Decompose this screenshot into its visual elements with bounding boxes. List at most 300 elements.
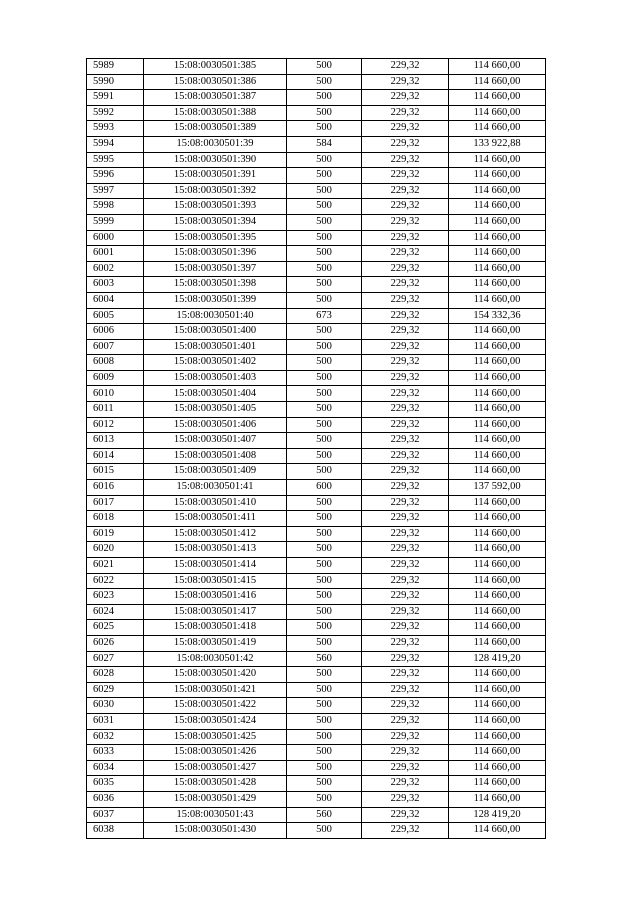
cadastral-value-cell: 114 660,00 [449,230,546,246]
cadastral-value-cell: 114 660,00 [449,59,546,75]
cadastral-value-cell: 114 660,00 [449,776,546,792]
cadastral-value-cell: 114 660,00 [449,464,546,480]
cadastral-number-cell: 15:08:0030501:409 [144,464,287,480]
cadastral-number-cell: 15:08:0030501:417 [144,604,287,620]
row-number-cell: 6023 [87,589,144,605]
cadastral-value-cell: 114 660,00 [449,339,546,355]
rate-cell: 229,32 [362,355,449,371]
cadastral-number-cell: 15:08:0030501:393 [144,199,287,215]
rate-cell: 229,32 [362,168,449,184]
row-number-cell: 5994 [87,136,144,152]
rate-cell: 229,32 [362,230,449,246]
cadastral-value-cell: 114 660,00 [449,698,546,714]
table-row [87,511,546,527]
table-row [87,74,546,90]
cadastral-number-cell: 15:08:0030501:390 [144,152,287,168]
area-cell: 500 [287,292,362,308]
cadastral-number-cell: 15:08:0030501:387 [144,90,287,106]
table-row [87,386,546,402]
table-row [87,526,546,542]
area-cell: 500 [287,90,362,106]
table-row [87,729,546,745]
cadastral-number-cell: 15:08:0030501:394 [144,214,287,230]
rate-cell: 229,32 [362,386,449,402]
table-row [87,121,546,137]
row-number-cell: 6007 [87,339,144,355]
area-cell: 500 [287,230,362,246]
table-row [87,292,546,308]
cadastral-value-cell: 154 332,36 [449,308,546,324]
area-cell: 500 [287,152,362,168]
area-cell: 500 [287,760,362,776]
rate-cell: 229,32 [362,90,449,106]
rate-cell: 229,32 [362,620,449,636]
area-cell: 500 [287,589,362,605]
cadastral-number-cell: 15:08:0030501:400 [144,324,287,340]
cadastral-value-cell: 114 660,00 [449,433,546,449]
row-number-cell: 5992 [87,105,144,121]
cadastral-number-cell: 15:08:0030501:427 [144,760,287,776]
cadastral-number-cell: 15:08:0030501:401 [144,339,287,355]
cadastral-number-cell: 15:08:0030501:406 [144,417,287,433]
cadastral-number-cell: 15:08:0030501:41 [144,480,287,496]
area-cell: 500 [287,526,362,542]
cadastral-value-cell: 114 660,00 [449,277,546,293]
cadastral-number-cell: 15:08:0030501:402 [144,355,287,371]
row-number-cell: 5991 [87,90,144,106]
table-row [87,480,546,496]
cadastral-number-cell: 15:08:0030501:389 [144,121,287,137]
cadastral-value-cell: 114 660,00 [449,74,546,90]
table-row [87,604,546,620]
table-row [87,339,546,355]
cadastral-number-cell: 15:08:0030501:405 [144,402,287,418]
rate-cell: 229,32 [362,745,449,761]
rate-cell: 229,32 [362,214,449,230]
row-number-cell: 6014 [87,448,144,464]
rate-cell: 229,32 [362,807,449,823]
cadastral-number-cell: 15:08:0030501:425 [144,729,287,745]
rate-cell: 229,32 [362,136,449,152]
cadastral-number-cell: 15:08:0030501:403 [144,370,287,386]
area-cell: 500 [287,573,362,589]
table-row [87,448,546,464]
rate-cell: 229,32 [362,464,449,480]
rate-cell: 229,32 [362,261,449,277]
row-number-cell: 6006 [87,324,144,340]
rate-cell: 229,32 [362,823,449,839]
row-number-cell: 5995 [87,152,144,168]
table-row [87,589,546,605]
area-cell: 500 [287,324,362,340]
cadastral-value-cell: 114 660,00 [449,324,546,340]
cadastral-number-cell: 15:08:0030501:428 [144,776,287,792]
rate-cell: 229,32 [362,402,449,418]
row-number-cell: 5999 [87,214,144,230]
area-cell: 500 [287,214,362,230]
row-number-cell: 6011 [87,402,144,418]
cadastral-value-cell: 114 660,00 [449,90,546,106]
row-number-cell: 5993 [87,121,144,137]
cadastral-number-cell: 15:08:0030501:418 [144,620,287,636]
cadastral-value-cell: 114 660,00 [449,355,546,371]
cadastral-value-cell: 114 660,00 [449,105,546,121]
rate-cell: 229,32 [362,651,449,667]
row-number-cell: 6025 [87,620,144,636]
cadastral-value-cell: 114 660,00 [449,667,546,683]
table-row [87,464,546,480]
cadastral-value-cell: 114 660,00 [449,791,546,807]
cadastral-number-cell: 15:08:0030501:413 [144,542,287,558]
row-number-cell: 6022 [87,573,144,589]
rate-cell: 229,32 [362,246,449,262]
row-number-cell: 6020 [87,542,144,558]
cadastral-value-cell: 114 660,00 [449,152,546,168]
row-number-cell: 6010 [87,386,144,402]
cadastral-value-cell: 114 660,00 [449,604,546,620]
table-row [87,620,546,636]
area-cell: 500 [287,558,362,574]
cadastral-number-cell: 15:08:0030501:388 [144,105,287,121]
rate-cell: 229,32 [362,105,449,121]
rate-cell: 229,32 [362,277,449,293]
area-cell: 500 [287,59,362,75]
row-number-cell: 6015 [87,464,144,480]
cadastral-number-cell: 15:08:0030501:43 [144,807,287,823]
cadastral-value-cell: 114 660,00 [449,558,546,574]
area-cell: 500 [287,729,362,745]
cadastral-value-cell: 114 660,00 [449,573,546,589]
cadastral-value-cell: 114 660,00 [449,121,546,137]
area-cell: 500 [287,791,362,807]
row-number-cell: 6026 [87,635,144,651]
rate-cell: 229,32 [362,183,449,199]
area-cell: 500 [287,448,362,464]
table-row [87,823,546,839]
table-row [87,355,546,371]
cadastral-number-cell: 15:08:0030501:391 [144,168,287,184]
row-number-cell: 6036 [87,791,144,807]
cadastral-value-cell: 114 660,00 [449,713,546,729]
cadastral-number-cell: 15:08:0030501:424 [144,713,287,729]
rate-cell: 229,32 [362,729,449,745]
cadastral-value-cell: 114 660,00 [449,589,546,605]
cadastral-value-cell: 114 660,00 [449,635,546,651]
table-row [87,324,546,340]
cadastral-number-cell: 15:08:0030501:419 [144,635,287,651]
area-cell: 500 [287,105,362,121]
rate-cell: 229,32 [362,526,449,542]
area-cell: 500 [287,604,362,620]
cadastral-number-cell: 15:08:0030501:414 [144,558,287,574]
cadastral-value-cell: 128 419,20 [449,651,546,667]
cadastral-number-cell: 15:08:0030501:40 [144,308,287,324]
cadastral-number-cell: 15:08:0030501:386 [144,74,287,90]
row-number-cell: 6016 [87,480,144,496]
table-row [87,713,546,729]
area-cell: 500 [287,667,362,683]
cadastral-number-cell: 15:08:0030501:421 [144,682,287,698]
cadastral-number-cell: 15:08:0030501:399 [144,292,287,308]
cadastral-number-cell: 15:08:0030501:411 [144,511,287,527]
table-row [87,214,546,230]
rate-cell: 229,32 [362,480,449,496]
cadastral-value-cell: 114 660,00 [449,745,546,761]
cadastral-value-cell: 114 660,00 [449,261,546,277]
table-row [87,230,546,246]
row-number-cell: 5989 [87,59,144,75]
table-row [87,59,546,75]
cadastral-number-cell: 15:08:0030501:408 [144,448,287,464]
cadastral-value-cell: 114 660,00 [449,448,546,464]
cadastral-value-table [86,58,546,839]
cadastral-value-cell: 114 660,00 [449,292,546,308]
cadastral-number-cell: 15:08:0030501:410 [144,495,287,511]
rate-cell: 229,32 [362,698,449,714]
row-number-cell: 6028 [87,667,144,683]
table-row [87,807,546,823]
cadastral-value-cell: 114 660,00 [449,760,546,776]
area-cell: 500 [287,261,362,277]
cadastral-value-cell: 114 660,00 [449,526,546,542]
area-cell: 600 [287,480,362,496]
cadastral-number-cell: 15:08:0030501:415 [144,573,287,589]
row-number-cell: 6037 [87,807,144,823]
cadastral-value-cell: 114 660,00 [449,417,546,433]
cadastral-value-cell: 114 660,00 [449,823,546,839]
table-row [87,542,546,558]
row-number-cell: 5998 [87,199,144,215]
row-number-cell: 6013 [87,433,144,449]
cadastral-number-cell: 15:08:0030501:426 [144,745,287,761]
table-body [87,59,546,839]
cadastral-value-cell: 128 419,20 [449,807,546,823]
cadastral-number-cell: 15:08:0030501:398 [144,277,287,293]
area-cell: 500 [287,121,362,137]
table-row [87,168,546,184]
cadastral-number-cell: 15:08:0030501:39 [144,136,287,152]
table-row [87,573,546,589]
rate-cell: 229,32 [362,121,449,137]
area-cell: 500 [287,199,362,215]
area-cell: 500 [287,745,362,761]
cadastral-number-cell: 15:08:0030501:385 [144,59,287,75]
row-number-cell: 6012 [87,417,144,433]
cadastral-value-cell: 114 660,00 [449,199,546,215]
table-row [87,682,546,698]
area-cell: 500 [287,776,362,792]
row-number-cell: 6018 [87,511,144,527]
rate-cell: 229,32 [362,573,449,589]
rate-cell: 229,32 [362,448,449,464]
row-number-cell: 6002 [87,261,144,277]
cadastral-number-cell: 15:08:0030501:420 [144,667,287,683]
row-number-cell: 6034 [87,760,144,776]
area-cell: 500 [287,698,362,714]
cadastral-value-cell: 114 660,00 [449,183,546,199]
cadastral-value-cell: 114 660,00 [449,729,546,745]
table-row [87,760,546,776]
cadastral-value-cell: 114 660,00 [449,386,546,402]
row-number-cell: 6031 [87,713,144,729]
area-cell: 673 [287,308,362,324]
cadastral-value-cell: 114 660,00 [449,214,546,230]
cadastral-value-cell: 114 660,00 [449,168,546,184]
row-number-cell: 6004 [87,292,144,308]
table-row [87,698,546,714]
rate-cell: 229,32 [362,635,449,651]
area-cell: 500 [287,277,362,293]
area-cell: 560 [287,807,362,823]
cadastral-number-cell: 15:08:0030501:404 [144,386,287,402]
cadastral-number-cell: 15:08:0030501:397 [144,261,287,277]
rate-cell: 229,32 [362,791,449,807]
area-cell: 500 [287,339,362,355]
table-row [87,558,546,574]
row-number-cell: 6038 [87,823,144,839]
row-number-cell: 6021 [87,558,144,574]
cadastral-value-cell: 114 660,00 [449,542,546,558]
row-number-cell: 6027 [87,651,144,667]
row-number-cell: 6024 [87,604,144,620]
row-number-cell: 5996 [87,168,144,184]
area-cell: 500 [287,682,362,698]
cadastral-value-cell: 114 660,00 [449,495,546,511]
table-row [87,277,546,293]
rate-cell: 229,32 [362,324,449,340]
table-row [87,667,546,683]
rate-cell: 229,32 [362,59,449,75]
cadastral-number-cell: 15:08:0030501:396 [144,246,287,262]
row-number-cell: 6008 [87,355,144,371]
table-row [87,776,546,792]
row-number-cell: 6033 [87,745,144,761]
cadastral-number-cell: 15:08:0030501:412 [144,526,287,542]
row-number-cell: 6019 [87,526,144,542]
cadastral-value-cell: 114 660,00 [449,370,546,386]
table-row [87,433,546,449]
area-cell: 500 [287,355,362,371]
rate-cell: 229,32 [362,370,449,386]
cadastral-value-cell: 114 660,00 [449,402,546,418]
rate-cell: 229,32 [362,511,449,527]
area-cell: 500 [287,386,362,402]
table-row [87,246,546,262]
rate-cell: 229,32 [362,682,449,698]
table-row [87,308,546,324]
rate-cell: 229,32 [362,199,449,215]
rate-cell: 229,32 [362,495,449,511]
table-row [87,635,546,651]
row-number-cell: 6005 [87,308,144,324]
area-cell: 500 [287,168,362,184]
rate-cell: 229,32 [362,604,449,620]
table-row [87,152,546,168]
area-cell: 500 [287,511,362,527]
rate-cell: 229,32 [362,433,449,449]
area-cell: 500 [287,635,362,651]
area-cell: 500 [287,370,362,386]
table-row [87,183,546,199]
rate-cell: 229,32 [362,667,449,683]
area-cell: 500 [287,433,362,449]
table-row [87,495,546,511]
table-row [87,402,546,418]
area-cell: 500 [287,74,362,90]
cadastral-number-cell: 15:08:0030501:416 [144,589,287,605]
rate-cell: 229,32 [362,589,449,605]
cadastral-number-cell: 15:08:0030501:429 [144,791,287,807]
row-number-cell: 5990 [87,74,144,90]
row-number-cell: 6017 [87,495,144,511]
cadastral-value-cell: 137 592,00 [449,480,546,496]
cadastral-number-cell: 15:08:0030501:395 [144,230,287,246]
rate-cell: 229,32 [362,760,449,776]
row-number-cell: 6035 [87,776,144,792]
rate-cell: 229,32 [362,558,449,574]
cadastral-value-cell: 114 660,00 [449,246,546,262]
row-number-cell: 6009 [87,370,144,386]
table-row [87,417,546,433]
row-number-cell: 6001 [87,246,144,262]
rate-cell: 229,32 [362,339,449,355]
table-row [87,370,546,386]
rate-cell: 229,32 [362,776,449,792]
area-cell: 584 [287,136,362,152]
area-cell: 500 [287,417,362,433]
table-row [87,261,546,277]
row-number-cell: 6003 [87,277,144,293]
area-cell: 500 [287,402,362,418]
table-row [87,199,546,215]
area-cell: 500 [287,542,362,558]
area-cell: 500 [287,464,362,480]
table-row [87,791,546,807]
row-number-cell: 6000 [87,230,144,246]
cadastral-number-cell: 15:08:0030501:407 [144,433,287,449]
row-number-cell: 5997 [87,183,144,199]
row-number-cell: 6030 [87,698,144,714]
table-row [87,136,546,152]
cadastral-value-cell: 114 660,00 [449,620,546,636]
rate-cell: 229,32 [362,417,449,433]
area-cell: 560 [287,651,362,667]
area-cell: 500 [287,823,362,839]
table-row [87,651,546,667]
cadastral-number-cell: 15:08:0030501:430 [144,823,287,839]
area-cell: 500 [287,713,362,729]
rate-cell: 229,32 [362,542,449,558]
cadastral-value-cell: 114 660,00 [449,511,546,527]
area-cell: 500 [287,183,362,199]
table-row [87,745,546,761]
rate-cell: 229,32 [362,152,449,168]
area-cell: 500 [287,246,362,262]
table-row [87,105,546,121]
cadastral-value-cell: 114 660,00 [449,682,546,698]
rate-cell: 229,32 [362,308,449,324]
cadastral-number-cell: 15:08:0030501:422 [144,698,287,714]
cadastral-value-cell: 133 922,88 [449,136,546,152]
cadastral-number-cell: 15:08:0030501:42 [144,651,287,667]
table-row [87,90,546,106]
rate-cell: 229,32 [362,292,449,308]
rate-cell: 229,32 [362,74,449,90]
area-cell: 500 [287,495,362,511]
row-number-cell: 6029 [87,682,144,698]
rate-cell: 229,32 [362,713,449,729]
area-cell: 500 [287,620,362,636]
